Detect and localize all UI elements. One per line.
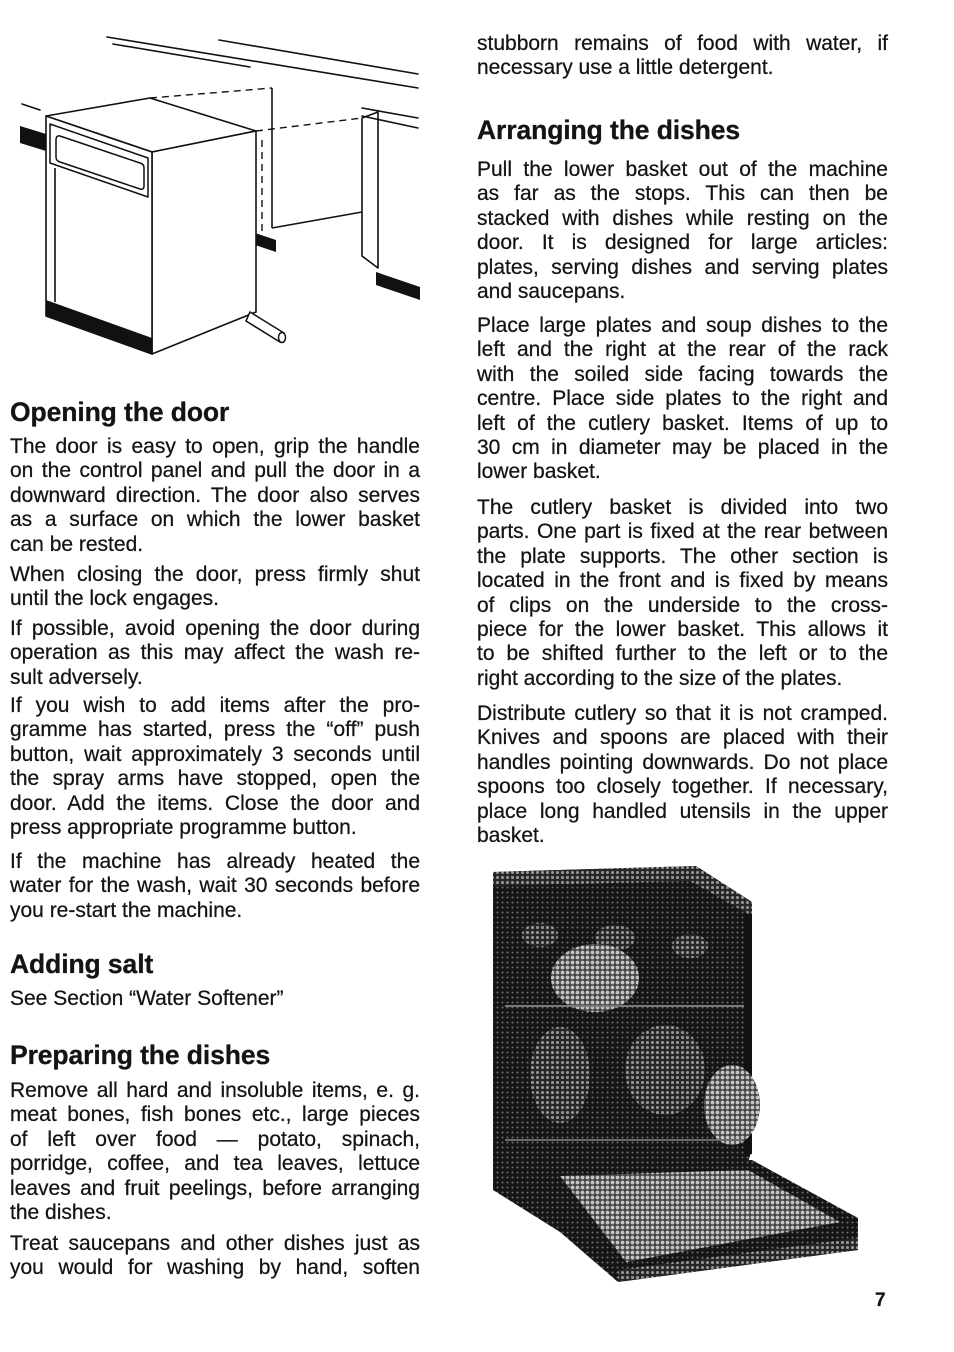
text-line: sult adversely. xyxy=(10,665,143,689)
text-line: meat bones, fish bones etc., large pieces xyxy=(10,1103,420,1127)
text-line: piece for the lower basket. This allows it xyxy=(477,617,888,641)
text-line: the plate supports. The other section is xyxy=(477,544,888,568)
text-line: Remove all hard and insoluble items, e. g. xyxy=(10,1079,420,1102)
text-line: located in the front and is fixed by means xyxy=(477,569,888,593)
text-line: right according to the size of the plates. xyxy=(477,666,843,690)
text-line: Distribute cutlery so that it is not cramped. xyxy=(477,702,888,725)
paragraph xyxy=(10,850,420,923)
paragraph xyxy=(10,1232,420,1281)
text-line: Pull the lower basket out of the machine xyxy=(477,158,888,181)
text-line: with the soiled side facing towards the xyxy=(477,362,888,386)
heading-arranging-the-dishes: Arranging the dishes xyxy=(477,115,741,145)
text-line: Treat saucepans and other dishes just as xyxy=(10,1232,420,1255)
left-cabinet-kickboard xyxy=(20,126,46,151)
text-line: plates, serving dishes and serving plates xyxy=(477,255,888,279)
text-line: If possible, avoid opening the door during xyxy=(10,617,420,640)
text-line: left of the cutlery basket. Items of up to xyxy=(477,411,888,435)
text-line: stacked with dishes while resting on the xyxy=(477,206,888,230)
text-line: and saucepans. xyxy=(477,279,626,303)
text-line: If you wish to add items after the pro- xyxy=(10,694,420,717)
text-line: as a surface on which the lower basket xyxy=(10,508,420,532)
text-line: of left over food — potato, spinach, xyxy=(10,1127,420,1151)
text-line: the spray arms have stopped, open the xyxy=(10,767,420,791)
text-line: 30 cm in diameter may be placed in the xyxy=(477,435,888,459)
paragraph xyxy=(477,496,888,691)
paragraph xyxy=(477,314,888,485)
paragraph xyxy=(10,563,420,612)
text-line: Place large plates and soup dishes to the xyxy=(477,314,888,337)
text-line: handles pointing downwards. Do not place xyxy=(477,750,888,774)
page-number: 7 xyxy=(875,1290,886,1311)
text-line: necessary use a little detergent. xyxy=(477,56,774,80)
paragraph xyxy=(10,987,420,1011)
text-line: The cutlery basket is divided into two xyxy=(477,496,888,519)
text-line: you re-start the machine. xyxy=(10,898,243,922)
paragraph xyxy=(477,702,888,848)
heading-adding-salt: Adding salt xyxy=(10,949,154,979)
text-line: button, wait approximately 3 seconds until xyxy=(10,742,420,766)
text-line: parts. One part is fixed at the rear between xyxy=(477,520,888,544)
text-line: the dishes. xyxy=(10,1200,112,1224)
text-line: as far as the stops. This can then be xyxy=(477,182,888,206)
text-line: When closing the door, press firmly shut xyxy=(10,563,420,586)
text-line: you would for washing by hand, soften xyxy=(10,1256,420,1280)
text-line: spoons too closely together. If necessary, xyxy=(477,775,888,799)
text-line: stubborn remains of food with water, if xyxy=(477,32,888,55)
text-line: of clips on the underside to the cross- xyxy=(477,593,888,617)
text-line: Knives and spoons are placed with their xyxy=(477,726,888,750)
cabinet-niche xyxy=(272,88,378,268)
paragraph xyxy=(477,158,888,304)
paragraph xyxy=(10,617,420,690)
text-line: The door is easy to open, grip the handle xyxy=(10,435,420,458)
text-line: left and the right at the rear of the rack xyxy=(477,338,888,362)
paragraph xyxy=(10,694,420,840)
text-line: leaves and fruit peelings, before arranging xyxy=(10,1176,420,1200)
heading-preparing-the-dishes: Preparing the dishes xyxy=(10,1040,271,1070)
heading-opening-the-door: Opening the door xyxy=(10,397,230,427)
paragraph xyxy=(10,435,420,557)
text-line: See Section “Water Softener” xyxy=(10,987,284,1010)
text-line: to be shifted further to the left or to the xyxy=(477,642,888,666)
text-line: door. It is designed for large articles: xyxy=(477,231,888,255)
paragraph xyxy=(10,1079,420,1225)
text-line: downward direction. The door also serves xyxy=(10,483,420,507)
text-line: operation as this may affect the wash re- xyxy=(10,641,420,665)
text-line: centre. Place side plates to the right and xyxy=(477,387,888,411)
dishwasher-side-face xyxy=(152,131,256,354)
open-door xyxy=(493,1160,858,1282)
niche-kickboard-right xyxy=(376,272,420,300)
dishwasher-photo xyxy=(486,860,864,1288)
text-line: basket. xyxy=(477,823,545,847)
dishwasher-installation-drawing xyxy=(0,0,430,370)
text-line: water for the wash, wait 30 seconds before xyxy=(10,874,420,898)
text-line: press appropriate programme button. xyxy=(10,815,357,839)
text-line: can be rested. xyxy=(10,532,144,556)
text-line: on the control panel and pull the door in a xyxy=(10,459,420,483)
paragraph-continued xyxy=(477,32,888,81)
text-line: If the machine has already heated the xyxy=(10,850,420,873)
text-line: until the lock engages. xyxy=(10,587,219,611)
text-line: porridge, coffee, and tea leaves, lettuce xyxy=(10,1152,420,1176)
drain-hose xyxy=(246,312,286,343)
text-line: gramme has started, press the “off” push xyxy=(10,718,420,742)
text-line: lower basket. xyxy=(477,460,601,484)
text-line: door. Add the items. Close the door and xyxy=(10,791,420,815)
text-line: place long handled utensils in the upper xyxy=(477,799,888,823)
